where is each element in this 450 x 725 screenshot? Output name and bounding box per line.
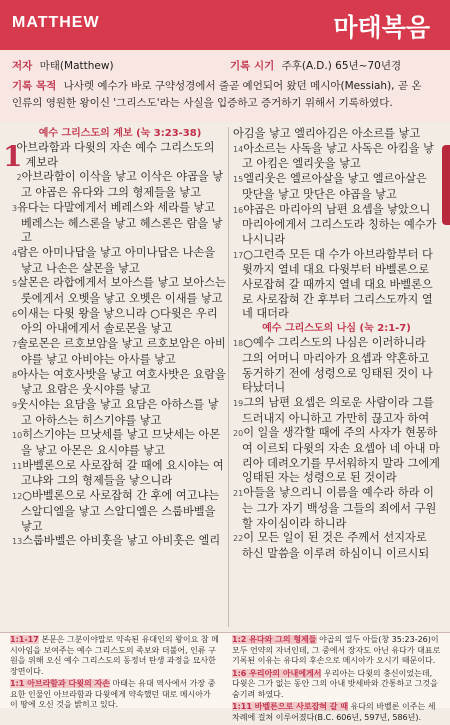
study-note <box>10 635 220 677</box>
verse-text: 솔로몬은 르호보암을 낳고 르호보암은 아비야를 낳고 아비야는 아사를 낳고 <box>17 337 226 366</box>
verse-number: 11 <box>12 461 23 471</box>
note-text: 본문은 그분이야말로 약속된 유대인의 왕이요 참 메시아임을 보여주는 예수 그리스도의 족보와 더불어, 인류 구원을 위해 오신 예수 그리스도의 동정녀 탄생 과정을 묘사한 장면이다. <box>10 635 219 676</box>
verse-text: ○그런즉 모든 대 수가 아브라함부터 다윗까지 열네 대요 다윗부터 바벨론으로 사로잡혀 갈 때까지 열네 대요 바벨론으로 사로잡혀 간 후부터 그리스도까지 열네 대더라 <box>242 247 433 321</box>
verse-text: 람은 아미나답을 낳고 아미나답은 나손을 낳고 나손은 살몬을 낳고 <box>17 245 216 275</box>
study-notes <box>0 632 450 722</box>
date-value: 주후(A.D.) 65년~70년경 <box>281 60 402 72</box>
verse <box>233 172 440 202</box>
section-heading-genealogy: 예수 그리스도의 계보 (눅 3:23-38) <box>38 128 202 139</box>
note-reference: 1:6 우리아의 아내에게서 <box>232 668 322 678</box>
verse-text: 아사는 여호사밧을 낳고 여호사밧은 요람을 낳고 요람은 웃시야를 낳고 <box>17 367 226 397</box>
verse-number: 15 <box>233 175 244 185</box>
verse <box>3 140 228 173</box>
verse-text: 이 일을 생각할 때에 주의 사자가 현몽하여 이르되 다윗의 자손 요셉아 네 아내 마리아 데려오기를 무서워하지 말라 그에게 잉태된 자는 성령으로 된 것이라 <box>242 426 440 485</box>
verse-text: 웃시야는 요담을 낳고 요담은 아하스를 낳고 아하스는 히스기야를 낳고 <box>17 397 219 427</box>
verse-text: 아들을 낳으리니 이름을 예수라 하라 이는 그가 자기 백성을 그들의 죄에서 구원할 자이심이라 하니라 <box>242 486 437 530</box>
author-line <box>12 58 114 73</box>
verse-text: 살몬은 라합에게서 보아스를 낳고 보아스는 룻에게서 오벳을 낳고 오벳은 이새를 낳고 <box>17 276 226 306</box>
verse-text: 아브라함이 이삭을 낳고 이삭은 야곱을 낳고 야곱은 유다와 그의 형제들을 낳고 <box>21 170 224 200</box>
note-text: 야곱의 열두 아들(창 35:23-26)이 모두 언약의 자녀인데, 그 중에서 장자도 아닌 유다가 대표로 기록된 이유는 유다의 후손으로 메시아가 오시기 때문이다. <box>232 635 441 665</box>
note-reference: 1:1 아브라함과 다윗의 자손 <box>10 679 110 688</box>
purpose-label: 기록 목적 <box>12 80 57 92</box>
verse <box>233 127 440 142</box>
verse-number: 22 <box>233 534 244 544</box>
verse <box>12 337 228 367</box>
left-verse-list <box>3 140 228 550</box>
verse-text: 아브라함과 다윗의 자손 예수 그리스도의 계보라 <box>16 141 215 169</box>
verse <box>233 531 440 561</box>
verse-text: 엘리웃은 엘르아살을 낳고 엘르아살은 맛단을 낳고 맛단은 야곱을 낳고 <box>242 172 427 201</box>
verse <box>12 534 228 550</box>
book-info-panel <box>0 50 450 122</box>
author-label: 저자 <box>12 60 33 72</box>
verse-number: 12 <box>12 492 23 502</box>
verse-text: 스룹바벨은 아비훗을 낳고 아비훗은 엘리 <box>22 534 221 548</box>
verse-number: 19 <box>233 398 244 408</box>
study-note <box>232 635 442 667</box>
book-header <box>0 0 450 50</box>
verse-number: 7 <box>12 340 18 350</box>
right-column <box>233 127 440 562</box>
chapter-number: 1 <box>3 140 23 173</box>
date-line <box>230 58 401 73</box>
verse-number: 10 <box>12 431 23 441</box>
verse <box>12 459 228 489</box>
verse <box>12 489 228 534</box>
study-note <box>10 679 220 711</box>
page-tab-marker <box>442 145 450 225</box>
verse <box>12 170 228 200</box>
verse-text: 이새는 다윗 왕을 낳으니라 ○다윗은 우리아의 아내에게서 솔로몬을 낳고 <box>17 306 218 336</box>
right-verse-list-2 <box>233 336 440 562</box>
right-verse-list <box>233 127 440 322</box>
verse <box>233 142 440 172</box>
verse-text: 히스기야는 므낫세를 낳고 므낫세는 아몬을 낳고 아몬은 요시야를 낳고 <box>21 428 221 458</box>
verse-number: 2 <box>16 173 22 183</box>
verse <box>12 307 228 337</box>
section-heading-birth: 예수 그리스도의 나심 (눅 2:1-7) <box>262 323 411 335</box>
purpose-text: 나사렛 예수가 바로 구약성경에서 줄곧 예언되어 왔던 메시아(Messiah), 곧 온 인류의 영원한 왕이신 '그리스도'라는 사실을 입증하고 증거하기 위해서 기록하였다. <box>12 80 422 109</box>
verse-number: 3 <box>12 203 18 213</box>
verse <box>233 396 440 426</box>
verse <box>12 201 228 246</box>
verse-text: 그의 남편 요셉은 의로운 사람이라 그를 드러내지 아니하고 가만히 끊고자 하여 <box>242 395 434 425</box>
note-text: 우리아는 다윗의 충신이었는데, 다윗은 그가 없는 동안 그의 아내 밧세바와 간통하고 그것을 숨기려 하였다. <box>232 668 438 699</box>
book-title-english: MATTHEW <box>12 14 100 31</box>
verse-text: 아소르는 사독을 낳고 사독은 아킴을 낳고 아킴은 엘리웃을 낳고 <box>242 141 434 171</box>
notes-right-column <box>232 635 442 725</box>
verse-text: ○바벨론으로 사로잡혀 간 후에 여고냐는 스알디엘을 낳고 스알디엘은 스룹바벨을 낳고 <box>21 489 220 533</box>
note-text: 마태는 유대 역사에서 가장 중요한 인물인 아브라함과 다윗에게 약속했던 대로 메시아가 이 땅에 오신 것을 밝히고 있다. <box>10 679 216 709</box>
verse <box>12 398 228 428</box>
verse-text: 바벨론으로 사로잡혀 갈 때에 요시야는 여고냐와 그의 형제들을 낳으니라 <box>21 458 224 488</box>
verse-text: 아김을 낳고 엘리아김은 아소르를 낳고 <box>233 127 421 140</box>
verse-number: 13 <box>12 537 23 547</box>
verse-number: 5 <box>12 279 18 289</box>
purpose-block <box>12 78 432 112</box>
verse-number: 18 <box>233 339 244 349</box>
verse-number: 20 <box>233 429 244 439</box>
note-reference: 1:11 바벨론으로 사로잡혀 갈 때 <box>232 702 349 711</box>
verse <box>12 276 228 306</box>
verse-number: 21 <box>233 489 244 499</box>
note-reference: 1:1-17 <box>10 635 39 644</box>
date-label: 기록 시기 <box>230 60 275 72</box>
verse <box>233 486 440 531</box>
note-reference: 1:2 유다와 그의 형제들 <box>232 635 317 644</box>
verse-text: 야곱은 마리아의 남편 요셉을 낳았으니 마리아에게서 그리스도라 칭하는 예수가 나시니라 <box>242 202 437 246</box>
verse-number: 8 <box>12 370 18 380</box>
verse <box>233 203 440 248</box>
verse <box>233 336 440 396</box>
verse-number: 17 <box>233 250 244 260</box>
study-note <box>232 702 442 723</box>
verse <box>233 248 440 323</box>
verse-number: 16 <box>233 205 244 215</box>
verse-number: 14 <box>233 144 244 154</box>
study-note <box>232 669 442 701</box>
column-divider <box>228 127 229 627</box>
verse-number: 6 <box>12 309 18 319</box>
verse-number: 4 <box>12 248 18 258</box>
verse <box>12 246 228 276</box>
verse-number: 9 <box>12 400 18 410</box>
verse <box>12 368 228 398</box>
book-title-korean: 마태복음 <box>333 13 430 42</box>
verse-text: 이 모든 일이 된 것은 주께서 선지자로 하신 말씀을 이루려 하심이니 이르시되 <box>242 531 430 560</box>
note-text: 유다의 바벨론 이주는 세 차례에 걸쳐 이루어졌다(B.C. 606년, 597년, 586년). <box>232 702 436 722</box>
verse-text: ○예수 그리스도의 나심은 이러하니라 그의 어머니 마리아가 요셉과 약혼하고 동거하기 전에 성령으로 잉태된 것이 나타났더니 <box>242 336 433 395</box>
author-value: 마태(Matthew) <box>39 60 114 72</box>
verse <box>233 426 440 486</box>
left-column <box>3 127 228 550</box>
notes-left-column <box>10 635 220 713</box>
verse-text: 유다는 다말에게서 베레스와 세라를 낳고 베레스는 헤스론을 낳고 헤스론은 람을 낳고 <box>17 200 223 245</box>
verse <box>12 428 228 458</box>
